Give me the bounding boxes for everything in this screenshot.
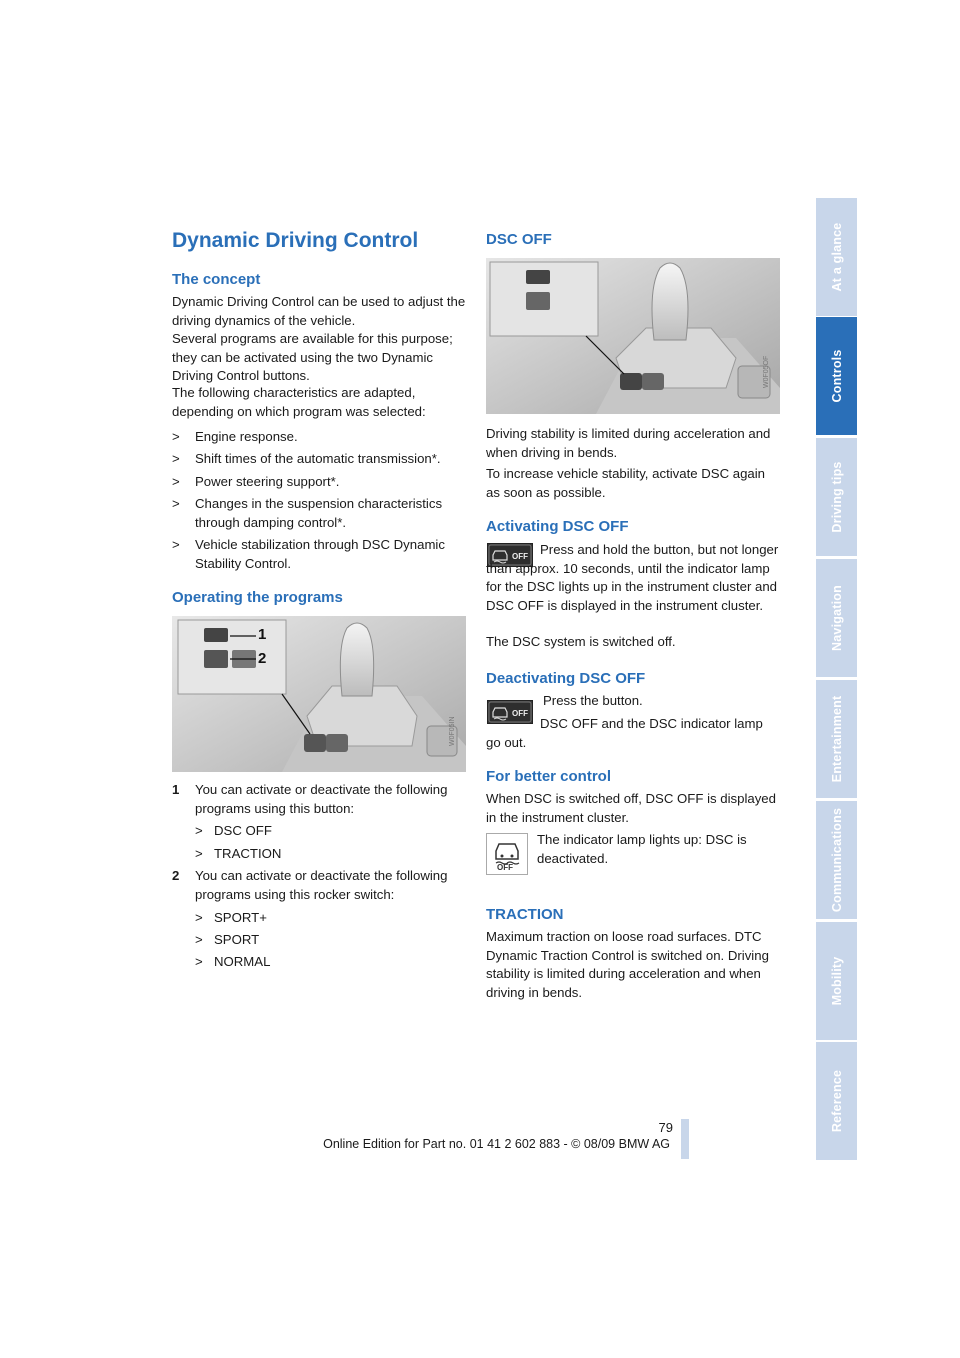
concept-paragraph-3: The following characteristics are adapted, depending on which program was selected: bbox=[172, 385, 426, 419]
svg-text:W0F05IN: W0F05IN bbox=[449, 716, 456, 746]
concept-paragraph-2: Several programs are available for this purpose; they can be activated using the two Dynamic Driving Control buttons. bbox=[172, 331, 453, 383]
dsc-off-heading: DSC OFF bbox=[486, 231, 552, 248]
operating-heading: Operating the programs bbox=[172, 589, 343, 606]
deactivating-heading: Deactivating DSC OFF bbox=[486, 670, 646, 687]
footer-bar bbox=[681, 1119, 689, 1159]
page-number: 79 bbox=[658, 1120, 673, 1135]
console-photo-buttons bbox=[172, 616, 466, 772]
better-control-paragraph-1: When DSC is switched off, DSC OFF is displayed in the instrument cluster. bbox=[486, 791, 776, 825]
item-1-text: You can activate or deactivate the following programs using this button: bbox=[195, 782, 448, 816]
edition-line: Online Edition for Part no. 01 41 2 602 883 - © 08/09 BMW AG bbox=[323, 1137, 670, 1151]
dsc-indicator-lamp-icon bbox=[486, 833, 528, 875]
better-control-paragraph-2: The indicator lamp lights up: DSC is deactivated. bbox=[537, 832, 747, 866]
tab-navigation[interactable]: Navigation bbox=[816, 559, 857, 677]
activating-paragraph-2: The DSC system is switched off. bbox=[486, 634, 676, 649]
tab-entertainment[interactable]: Entertainment bbox=[816, 680, 857, 798]
activating-paragraph-1: Press and hold the button, but not longer than approx. 10 seconds, until the indicator lamp for the DSC lights up in the instrument cluster and DSC OFF is displayed in the instrument cluster. bbox=[486, 542, 779, 613]
tab-controls[interactable]: Controls bbox=[816, 317, 857, 435]
svg-text:OFF: OFF bbox=[512, 552, 528, 561]
svg-text:OFF: OFF bbox=[512, 709, 528, 718]
traction-paragraph-1: Maximum traction on loose road surfaces. DTC Dynamic Traction Control is switched on. Driving stability is limited during acceleration and when driving in bends. bbox=[486, 929, 769, 1000]
concept-paragraph-1: Dynamic Driving Control can be used to adjust the driving dynamics of the vehicle. bbox=[172, 294, 466, 328]
tab-driving-tips[interactable]: Driving tips bbox=[816, 438, 857, 556]
console-photo-dsc bbox=[486, 258, 780, 414]
activating-heading: Activating DSC OFF bbox=[486, 518, 629, 535]
item-2-text: You can activate or deactivate the following programs using this rocker switch: bbox=[195, 868, 448, 902]
callout-2: 2 bbox=[258, 650, 267, 667]
item-number-2: 2 bbox=[172, 868, 180, 883]
tab-communications[interactable]: Communications bbox=[816, 801, 857, 919]
dsc-paragraph-1: Driving stability is limited during acceleration and when driving in bends. bbox=[486, 426, 771, 460]
deactivating-paragraph-1: Press the button. bbox=[543, 693, 643, 708]
concept-heading: The concept bbox=[172, 271, 261, 288]
dsc-paragraph-2: To increase vehicle stability, activate DSC again as soon as possible. bbox=[486, 466, 766, 500]
deactivating-paragraph-2: DSC OFF and the DSC indicator lamp go out. bbox=[486, 716, 763, 750]
better-control-heading: For better control bbox=[486, 768, 612, 785]
tab-mobility[interactable]: Mobility bbox=[816, 922, 857, 1040]
tab-reference[interactable]: Reference bbox=[816, 1042, 857, 1160]
traction-heading: TRACTION bbox=[486, 906, 564, 923]
item-number-1: 1 bbox=[172, 782, 180, 797]
indicator-off-label: OFF bbox=[497, 863, 513, 872]
callout-1: 1 bbox=[258, 626, 267, 643]
page-title: Dynamic Driving Control bbox=[172, 229, 419, 252]
tab-at-a-glance[interactable]: At a glance bbox=[816, 198, 857, 316]
svg-text:W0F05OF: W0F05OF bbox=[763, 355, 770, 388]
